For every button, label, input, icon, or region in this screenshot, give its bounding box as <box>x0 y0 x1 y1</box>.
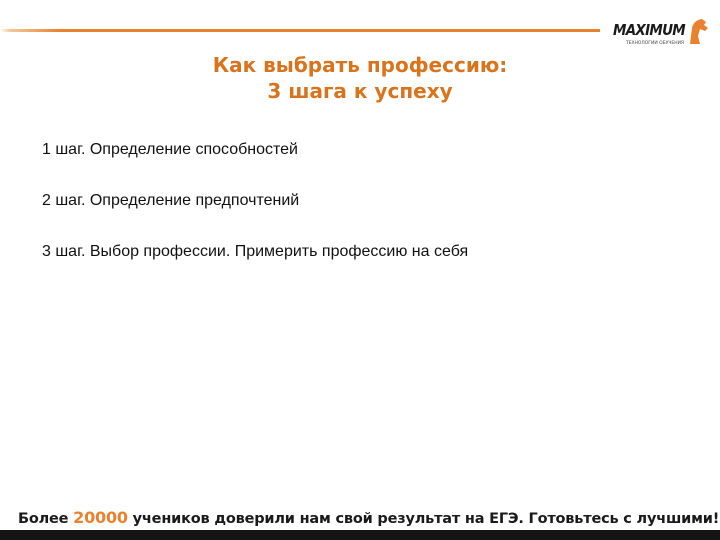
header-divider <box>0 29 600 32</box>
steps-list <box>42 140 468 293</box>
footer-slogan <box>18 508 718 527</box>
page-title <box>0 52 720 104</box>
step-item-3: 3 шаг. Выбор профессии. Примерить профессию на себя <box>42 243 469 260</box>
step-item-1: 1 шаг. Определение способностей <box>42 141 298 158</box>
bottom-bar <box>0 530 720 540</box>
step-item-2: 2 шаг. Определение предпочтений <box>42 192 300 209</box>
footer-text-before: Более <box>18 511 74 527</box>
footer-text-after: учеников доверили нам свой результат на ЕГЭ. Готовьтесь с лучшими! <box>127 511 720 527</box>
maximum-logo <box>612 14 712 48</box>
logo-tagline: ТЕХНОЛОГИИ ОБУЧЕНИЯ <box>624 40 685 45</box>
footer-number: 20000 <box>73 508 128 527</box>
title-line-1: Как выбрать профессию: <box>212 53 508 77</box>
logo-text: MAXIMUM <box>613 21 686 39</box>
title-line-2: 3 шага к успеху <box>267 79 453 103</box>
horse-head-icon <box>690 19 708 44</box>
